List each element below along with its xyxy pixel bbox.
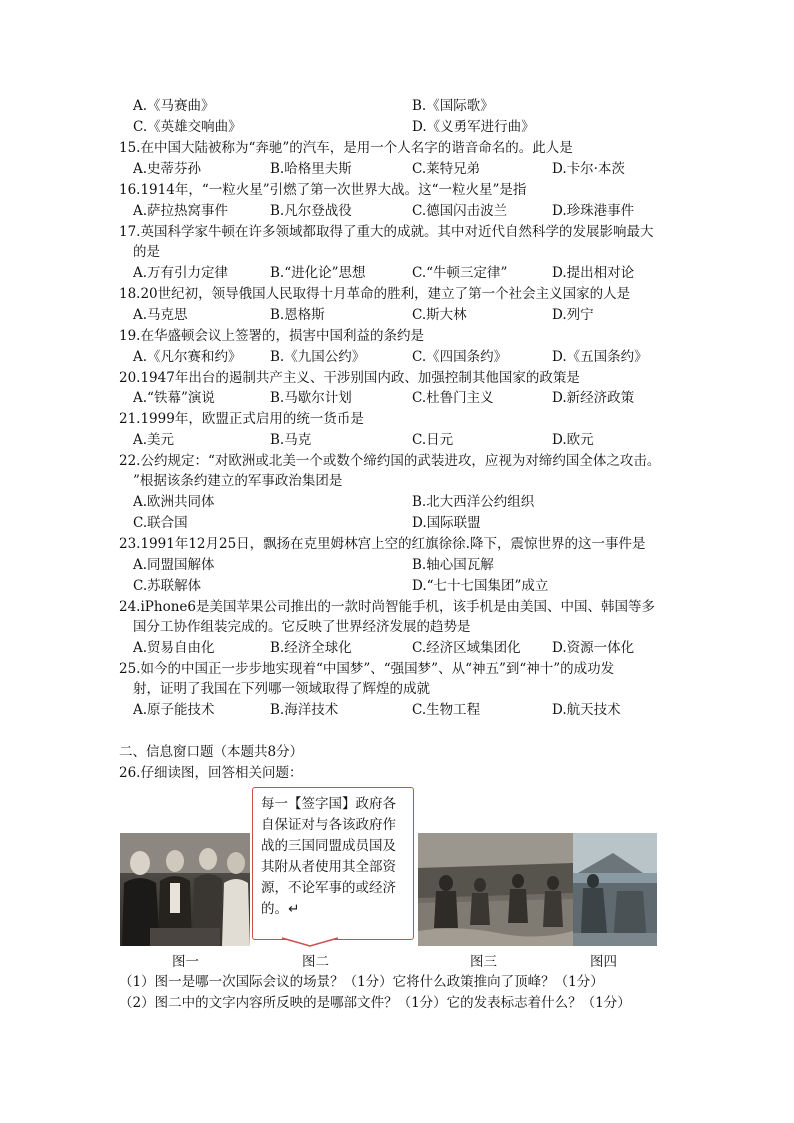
option-c: C.《四国条约》 [412,349,508,365]
caption-figure-2: 图二 [302,954,329,970]
question-stem: 23.1991年12月25日，飘扬在克里姆林宫上空的红旗徐徐.降下，震惊世界的这一事件是 [119,536,646,552]
option-c: C.联合国 [133,515,188,531]
section-heading: 二、信息窗口题（本题共8分） [119,744,304,760]
callout-pointer [280,936,340,948]
question-stem: 16.1914年，“一粒火星”引燃了第一次世界大战。这“一粒火星”是指 [119,182,527,198]
option-a: A.原子能技术 [133,702,215,718]
option-b: B.马克 [270,432,312,448]
option-b: B.海洋技术 [270,702,339,718]
option-c: C.“牛顿三定律” [412,265,508,281]
caption-figure-1: 图一 [172,954,199,970]
question-stem-continued: 射，证明了我国在下列哪一领域取得了辉煌的成就 [133,681,430,697]
option-b: B.轴心国瓦解 [412,557,494,573]
option-b: B.“进化论”思想 [270,265,366,281]
question-stem: 18.20世纪初，领导俄国人民取得十月革命的胜利，建立了第一个社会主义国家的人是 [119,286,631,302]
question-stem-continued: 国分工协作组装完成的。它反映了世界经济发展的趋势是 [133,619,471,635]
option-d: D.欧元 [552,432,594,448]
figure-4-photo [573,833,657,946]
option-c: C.苏联解体 [133,578,202,594]
option-c: C.斯大林 [412,307,467,323]
option-a: A.贸易自由化 [133,640,215,656]
question-stem: 24.iPhone6是美国苹果公司推出的一款时尚智能手机，该手机是由美国、中国、韩国等多 [119,599,655,615]
option-a: A.史蒂芬孙 [133,161,202,177]
question-stem: 26.仔细读图，回答相关问题： [119,765,303,781]
question-stem: 22.公约规定：“对欧洲或北美一个或数个缔约国的武装进攻，应视为对缔约国全体之攻击。 [119,453,661,469]
option-d: D.珍珠港事件 [552,203,635,219]
option-b: B.经济全球化 [270,640,352,656]
option-c: C.生物工程 [412,702,481,718]
option-d: D.国际联盟 [412,515,481,531]
option-c: C.日元 [412,432,454,448]
figure-1-photo [120,833,250,946]
question-stem: 25.如今的中国正一步步地实现着“中国梦”、“强国梦”、从“神五”到“神十”的成功发 [119,661,615,677]
option-b: B.恩格斯 [270,307,325,323]
q14-option-b: B.《国际歌》 [412,98,494,114]
figure-2-callout [252,787,414,940]
option-c: C.莱特兄弟 [412,161,481,177]
option-a: A.萨拉热窝事件 [133,203,229,219]
question-stem: 17.英国科学家牛顿在许多领域都取得了重大的成就。其中对近代自然科学的发展影响最大 [119,224,654,240]
option-b: B.凡尔登战役 [270,203,352,219]
option-d: D.卡尔·本茨 [552,161,625,177]
sub-question-1: （1）图一是哪一次国际会议的场景？（1分）它将什么政策推向了顶峰？（1分） [119,974,604,990]
question-stem: 21.1999年，欧盟正式启用的统一货币是 [119,411,364,427]
option-a: A.欧洲共同体 [133,494,215,510]
option-a: A.美元 [133,432,175,448]
figure-3-photo [418,833,573,946]
question-stem: 19.在华盛顿会议上签署的，损害中国利益的条约是 [119,328,424,344]
q14-option-a: A.《马赛曲》 [133,98,215,114]
option-a: A.万有引力定律 [133,265,229,281]
option-c: C.德国闪击波兰 [412,203,508,219]
sub-question-2: （2）图二中的文字内容所反映的是哪部文件？（1分）它的发表标志着什么？（1分） [119,995,631,1011]
option-a: A.同盟国解体 [133,557,215,573]
caption-figure-4: 图四 [590,954,617,970]
question-stem-continued: 的是 [133,244,160,260]
question-stem-continued: ”根据该条约建立的军事政治集团是 [133,473,343,489]
option-d: D.《五国条约》 [552,349,648,365]
option-a: A.“铁幕”演说 [133,390,215,406]
q14-option-d: D.《义勇军进行曲》 [412,119,535,135]
question-stem: 20.1947年出台的遏制共产主义、干涉别国内政、加强控制其他国家的政策是 [119,370,580,386]
option-d: D.航天技术 [552,702,621,718]
option-c: C.杜鲁门主义 [412,390,494,406]
option-a: A.马克思 [133,307,188,323]
option-a: A.《凡尔赛和约》 [133,349,242,365]
option-d: D.资源一体化 [552,640,635,656]
option-d: D.“七十七国集团”成立 [412,578,549,594]
question-stem: 15.在中国大陆被称为“奔驰”的汽车，是用一个人名字的谐音命名的。此人是 [119,140,573,156]
option-d: D.列宁 [552,307,594,323]
option-c: C.经济区域集团化 [412,640,521,656]
option-d: D.新经济政策 [552,390,635,406]
caption-figure-3: 图三 [470,954,497,970]
option-b: B.马歇尔计划 [270,390,352,406]
q14-option-c: C.《英雄交响曲》 [133,119,242,135]
option-b: B.北大西洋公约组织 [412,494,535,510]
option-b: B.哈格里夫斯 [270,161,352,177]
callout-text: 每一【签字国】政府各自保证对与各该政府作战的三国同盟成员国及其附从者使用其全部资源，不论军事的或经济的。↵ [261,796,396,917]
option-d: D.提出相对论 [552,265,635,281]
option-b: B.《九国公约》 [270,349,366,365]
